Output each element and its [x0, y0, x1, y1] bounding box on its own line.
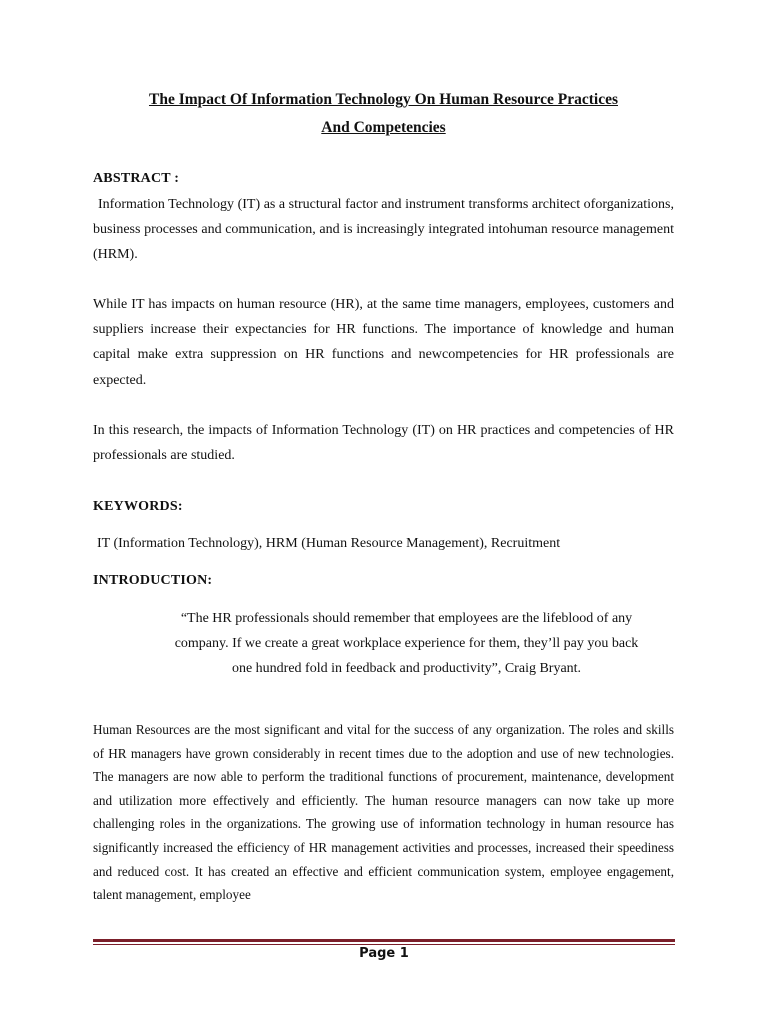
- introduction-body-paragraph: Human Resources are the most significant and vital for the success of any organization. The roles and skills of HR managers have grown considerably in recent times due to the adoption and use of new technologies. The managers are now able to perform the traditional functions of procurement, maintenance, development and utilization more effectively and efficiently. The human resource managers can now take up more challenging roles in the organizations. The growing use of information technology in human resource has significantly increased the efficiency of HR management activities and processes, increased their speediness and reduced cost. It has created an effective and efficient communication system, employee engagement, talent management, employee: [93, 722, 674, 903]
- page-number: Page 1: [359, 946, 409, 961]
- document-title-line-2: And Competencies: [321, 119, 446, 136]
- document-title-line-1: The Impact Of Information Technology On Human Resource Practices: [148, 91, 618, 108]
- keywords-heading: KEYWORDS:: [93, 499, 183, 514]
- abstract-paragraph-1: [93, 192, 674, 268]
- quote-line: company. If we create a great workplace experience for them, they’ll pay you back: [174, 636, 639, 651]
- footer-rule: [93, 939, 675, 942]
- abstract-paragraph-2: [93, 292, 674, 393]
- footer-rule-thin: [93, 944, 675, 945]
- keywords-text: IT (Information Technology), HRM (Human Resource Management), Recruitment: [97, 536, 561, 551]
- quote-line: one hundred fold in feedback and productivity”, Craig Bryant.: [231, 661, 582, 676]
- introduction-quote: [140, 606, 673, 681]
- abstract-paragraph-1-text: Information Technology (IT) as a structural factor and instrument transforms architect oforganizations, business processes and communication, and is increasingly integrated intohuman resource management (HRM).: [93, 197, 674, 263]
- quote-line: “The HR professionals should remember that employees are the lifeblood of any: [180, 611, 633, 626]
- abstract-paragraph-3: [93, 418, 674, 468]
- introduction-heading: INTRODUCTION:: [93, 573, 213, 588]
- abstract-heading: ABSTRACT :: [93, 171, 180, 186]
- abstract-paragraph-3-text: In this research, the impacts of Information Technology (IT) on HR practices and competencies of HR professionals are studied.: [93, 423, 674, 464]
- abstract-paragraph-2-text: While IT has impacts on human resource (HR), at the same time managers, employees, customers and suppliers increase their expectancies for HR functions. The importance of knowledge and human capital make extra suppression on HR functions and newcompetencies for HR professionals are expected.: [93, 297, 674, 388]
